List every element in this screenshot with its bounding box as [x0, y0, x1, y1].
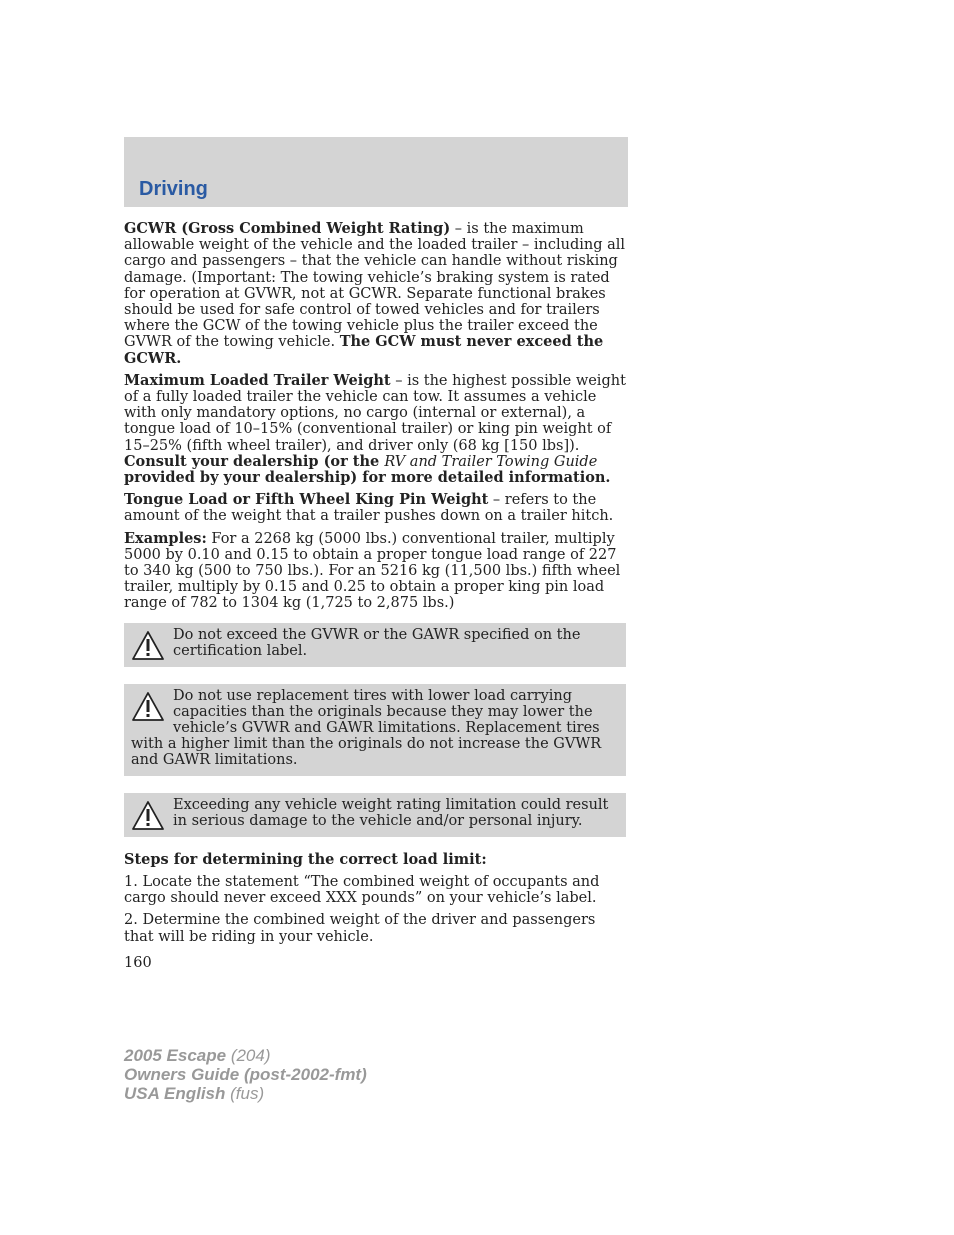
steps-title: Steps for determining the correct load limit:	[124, 850, 487, 868]
mltw-text: – is the highest possible weight of a fully loaded trailer the vehicle can tow. It assumes a vehicle with only mandatory options, no cargo (internal or external), a tongue load of 10–15% (conventional trailer) or king pin weight of 15–25% (fifth wheel trailer), and driver only (68 kg [150 lbs]).	[124, 372, 626, 454]
mltw-paragraph	[124, 373, 626, 486]
warning-triangle-icon	[131, 691, 165, 723]
gcwr-text: – is the maximum allowable weight of the vehicle and the loaded trailer – including all cargo and passengers – that the vehicle can handle without risking damage. (Important: The towing vehicle’s braking system is rated for operation at GVWR, not at GCWR. Separate functional brakes should be used for safe control of towed vehicles and for trailers where the GCW of the towing vehicle plus the trailer exceed the GVWR of the towing vehicle.	[124, 221, 626, 351]
document-footer	[124, 1046, 367, 1103]
step-item: 1. Locate the statement “The combined weight of occupants and cargo should never exceed XXX pounds” on your vehicle’s label.	[124, 873, 600, 907]
warning-text: Do not exceed the GVWR or the GAWR specified on the certification label.	[173, 626, 581, 659]
footer-line-guide: Owners Guide (post-2002-fmt)	[124, 1065, 367, 1084]
tongue-term: Tongue Load or Fifth Wheel King Pin Weight	[124, 491, 489, 509]
gcwr-term: GCWR (Gross Combined Weight Rating)	[124, 220, 451, 237]
footer-line-language: USA English (fus)	[124, 1084, 265, 1103]
warning-triangle-icon	[131, 800, 165, 832]
mltw-emphasis-end: provided by your dealership) for more detailed information.	[124, 469, 611, 487]
warning-triangle-icon	[131, 630, 165, 662]
page-number: 160	[124, 954, 152, 971]
page-content	[124, 221, 626, 977]
mltw-term: Maximum Loaded Trailer Weight	[124, 371, 391, 389]
gcwr-emphasis: The GCW must never exceed the GCWR.	[124, 333, 604, 367]
warning-text: Do not use replacement tires with lower load carrying capacities than the originals because they may lower the vehicle’s GVWR and GAWR limitations. Replacement tires with a higher limit than the originals do not increase the GVWR and GAWR limitations.	[131, 687, 602, 769]
warning-box	[124, 793, 626, 837]
gcwr-paragraph	[124, 221, 626, 367]
examples-paragraph	[124, 531, 626, 612]
step-item: 2. Determine the combined weight of the driver and passengers that will be riding in your vehicle.	[124, 912, 596, 945]
footer-line-model: 2005 Escape (204)	[124, 1046, 271, 1065]
examples-text: For a 2268 kg (5000 lbs.) conventional trailer, multiply 5000 by 0.10 and 0.15 to obtain a proper tongue load range of 227 to 340 kg (500 to 750 lbs.). For an 5216 kg (11,500 lbs.) fifth wheel trailer, multiply by 0.15 and 0.25 to obtain a proper king pin load range of 782 to 1304 kg (1,725 to 2,875 lbs.)	[124, 530, 621, 612]
mltw-emphasis-start: Consult your dealership (or the	[124, 452, 385, 470]
towing-guide-title: RV and Trailer Towing Guide	[384, 453, 598, 470]
tongue-text: – refers to the amount of the weight that a trailer pushes down on a trailer hitch.	[124, 492, 614, 525]
section-title: Driving	[139, 178, 208, 200]
warning-box	[124, 623, 626, 667]
tongue-paragraph	[124, 492, 626, 524]
warning-box	[124, 684, 626, 776]
examples-term: Examples:	[124, 529, 207, 547]
section-header	[124, 137, 628, 207]
warning-text: Exceeding any vehicle weight rating limitation could result in serious damage to the vehicle and/or personal injury.	[173, 796, 609, 829]
